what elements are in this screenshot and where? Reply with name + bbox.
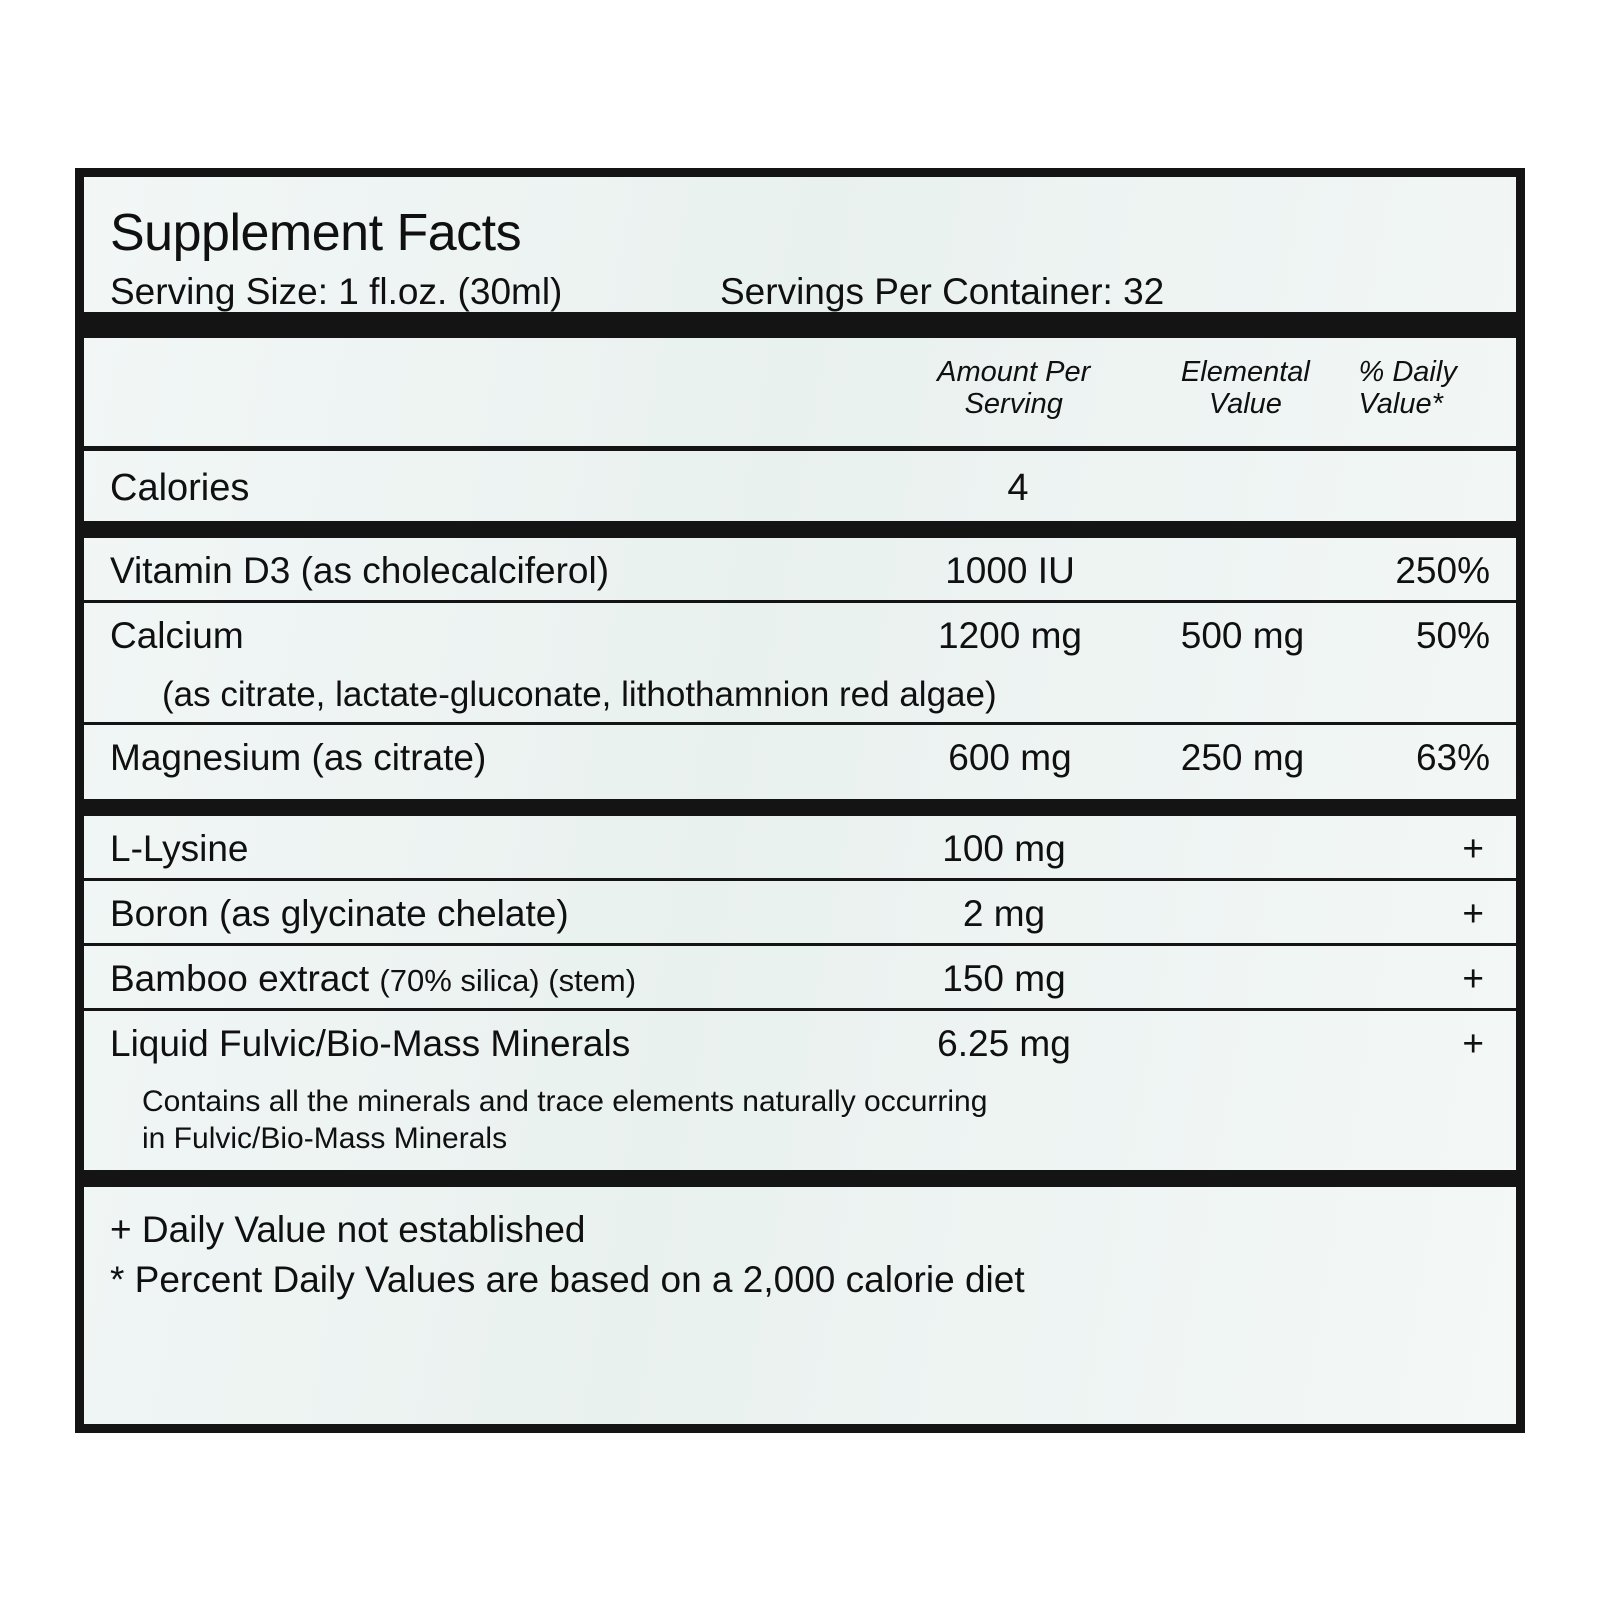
other-ingredient-name: Liquid Fulvic/Bio-Mass Minerals	[110, 1022, 631, 1064]
nutrient-dv: 50%	[1415, 614, 1490, 656]
divider-above-footnotes	[84, 1170, 1516, 1187]
calories-label: Calories	[110, 466, 250, 509]
header-elemental-value-line1: Elemental	[1180, 355, 1310, 388]
nutrient-amount: 1200 mg	[938, 614, 1082, 656]
nutrient-name: Calcium	[110, 614, 244, 656]
other-ingredient-name-main: Bamboo extract	[110, 957, 370, 999]
nutrient-dv: 63%	[1415, 736, 1490, 778]
table-row	[102, 816, 1498, 878]
header-amount-per-serving	[889, 356, 1138, 421]
header-daily-value	[1353, 356, 1499, 421]
table-row	[102, 725, 1498, 787]
serving-info-row	[102, 259, 1498, 312]
nutrient-elemental: 500 mg	[1180, 614, 1305, 656]
header-amount-per-serving-line1: Amount Per	[937, 355, 1091, 388]
divider-under-calories	[84, 521, 1516, 538]
other-ingredient-amount: 6.25 mg	[937, 1022, 1071, 1064]
divider-thick-top	[84, 312, 1516, 338]
divider-under-nutrients	[84, 799, 1516, 816]
header-daily-value-line1: % Daily	[1358, 355, 1457, 388]
table-row	[102, 603, 1498, 665]
fulvic-minerals-note-line2: in Fulvic/Bio-Mass Minerals	[142, 1122, 508, 1156]
footnote-daily-value-not-established: + Daily Value not established	[110, 1208, 586, 1250]
calcium-source-note: (as citrate, lactate-gluconate, lithothamnion red algae)	[162, 674, 997, 714]
column-headers	[102, 338, 1498, 446]
other-ingredient-dv: +	[1462, 892, 1484, 934]
other-ingredient-name	[102, 957, 879, 999]
calories-amount: 4	[1007, 466, 1029, 509]
other-ingredient-amount: 100 mg	[942, 827, 1066, 869]
nutrient-dv: 250%	[1395, 549, 1490, 591]
other-ingredient-dv: +	[1462, 1022, 1484, 1064]
other-ingredient-name-detail: (70% silica) (stem)	[379, 962, 637, 998]
header-amount-per-serving-line2: Serving	[964, 388, 1063, 421]
nutrient-elemental: 250 mg	[1180, 736, 1305, 778]
servings-per-container-text: Servings Per Container: 32	[720, 271, 1165, 312]
table-row	[102, 946, 1498, 1008]
table-row	[102, 538, 1498, 600]
table-row-calories	[102, 451, 1498, 521]
header-elemental-value	[1138, 356, 1352, 421]
other-ingredient-name: Boron (as glycinate chelate)	[110, 892, 569, 934]
other-ingredient-amount: 150 mg	[942, 957, 1066, 999]
nutrient-amount: 1000 IU	[945, 549, 1075, 591]
other-ingredient-dv: +	[1462, 957, 1484, 999]
fulvic-minerals-note-line1: Contains all the minerals and trace elements naturally occurring	[142, 1084, 988, 1118]
other-ingredient-name: L-Lysine	[110, 827, 249, 869]
nutrient-name: Vitamin D3 (as cholecalciferol)	[110, 549, 610, 591]
fulvic-minerals-note	[102, 1073, 1498, 1170]
supplement-facts-body	[84, 177, 1516, 1424]
nutrient-amount: 600 mg	[948, 736, 1072, 778]
supplement-facts-panel	[75, 168, 1525, 1433]
other-ingredient-amount: 2 mg	[962, 892, 1046, 934]
table-row	[102, 881, 1498, 943]
footnotes	[102, 1187, 1498, 1305]
table-row	[102, 1011, 1498, 1073]
header-elemental-value-line2: Value	[1208, 388, 1282, 421]
serving-size-text: Serving Size: 1 fl.oz. (30ml)	[110, 271, 563, 312]
nutrient-name: Magnesium (as citrate)	[110, 736, 487, 778]
header-daily-value-line2: Value*	[1358, 388, 1443, 421]
footnote-percent-daily-values: * Percent Daily Values are based on a 2,000 calorie diet	[110, 1258, 1025, 1300]
page-title: Supplement Facts	[110, 204, 522, 262]
other-ingredient-dv: +	[1462, 827, 1484, 869]
